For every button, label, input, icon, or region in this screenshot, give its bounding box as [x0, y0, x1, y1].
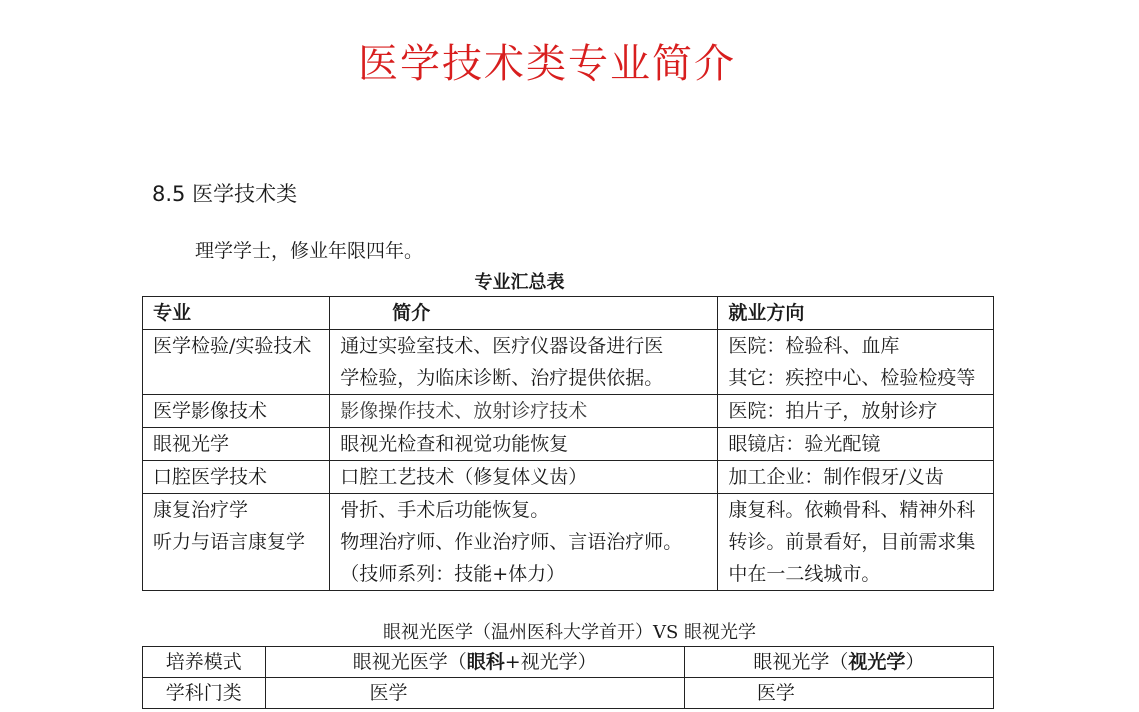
right-prefix: 眼视光学（: [753, 651, 849, 673]
cell-line: 口腔工艺技术（修复体义齿）: [340, 466, 588, 488]
table-row: [143, 395, 994, 428]
header-major: 专业: [143, 297, 330, 330]
cell-line: （技师系列：技能+体力）: [340, 563, 566, 585]
cell-major: [143, 428, 330, 461]
left-bold: 眼科: [466, 651, 505, 673]
cell-line: 眼视光学: [153, 433, 230, 455]
cell-line: 口腔医学技术: [153, 466, 268, 488]
table-row: [143, 647, 994, 678]
right-cell: 医学: [684, 678, 993, 709]
table-row: [143, 678, 994, 709]
table-header-row: [143, 297, 994, 330]
intro-text: 理学学士，修业年限四年。: [195, 240, 424, 262]
cell-line: 加工企业：制作假牙/义齿: [728, 466, 944, 488]
compare-table: [142, 646, 994, 709]
cell-line: 康复治疗学: [153, 499, 249, 521]
summary-table: [142, 296, 994, 591]
cell-career: [718, 395, 994, 428]
cell-line: 医学影像技术: [153, 400, 268, 422]
cell-line: 中在一二线城市。: [728, 563, 881, 585]
right-cell: [684, 647, 993, 678]
cell-line: 学检验，为临床诊断、治疗提供依据。: [340, 367, 664, 389]
cell-intro: [330, 330, 718, 395]
cell-intro: [330, 428, 718, 461]
cell-intro: [330, 494, 718, 591]
summary-table-title: 专业汇总表: [474, 272, 565, 293]
cell-major: [143, 461, 330, 494]
cell-career: [718, 428, 994, 461]
section-heading: 8.5 医学技术类: [152, 182, 298, 206]
cell-intro: [330, 395, 718, 428]
cell-major: [143, 395, 330, 428]
cell-major: [143, 494, 330, 591]
table-row: [143, 461, 994, 494]
cell-career: [718, 494, 994, 591]
cell-line: 转诊。前景看好，目前需求集: [728, 531, 976, 553]
cell-line: 医院：检验科、血库: [728, 335, 900, 357]
table-row: [143, 330, 994, 395]
right-suffix: ）: [905, 651, 925, 673]
header-intro: 简介: [330, 297, 718, 330]
row-label: 学科门类: [143, 678, 266, 709]
cell-major: [143, 330, 330, 395]
left-cell: [265, 647, 684, 678]
cell-intro: [330, 461, 718, 494]
left-suffix: +视光学）: [504, 651, 597, 673]
cell-line: 康复科。依赖骨科、精神外科: [728, 499, 976, 521]
cell-line: 物理治疗师、作业治疗师、言语治疗师。: [340, 531, 683, 553]
cell-line: 医学检验/实验技术: [153, 335, 312, 357]
cell-career: [718, 330, 994, 395]
left-prefix: 眼视光医学（: [352, 651, 467, 673]
page-title: 医学技术类专业简介: [358, 41, 736, 87]
cell-line: 其它：疾控中心、检验检疫等: [728, 367, 976, 389]
row-label: 培养模式: [143, 647, 266, 678]
left-cell: 医学: [265, 678, 684, 709]
cell-line: 医院：拍片子，放射诊疗: [728, 400, 938, 422]
cell-career: [718, 461, 994, 494]
table-row: [143, 494, 994, 591]
cell-line: 通过实验室技术、医疗仪器设备进行医: [340, 335, 664, 357]
cell-line: 眼镜店：验光配镜: [728, 433, 881, 455]
cell-line: 影像操作技术、放射诊疗技术: [340, 400, 588, 422]
cell-line: 眼视光检查和视觉功能恢复: [340, 433, 569, 455]
right-bold: 视光学: [848, 651, 906, 673]
cell-line: 骨折、手术后功能恢复。: [340, 499, 550, 521]
table-row: [143, 428, 994, 461]
compare-table-title: 眼视光医学（温州医科大学首开）VS 眼视光学: [382, 622, 757, 643]
header-career: 就业方向: [718, 297, 994, 330]
cell-line: 听力与语言康复学: [153, 531, 306, 553]
